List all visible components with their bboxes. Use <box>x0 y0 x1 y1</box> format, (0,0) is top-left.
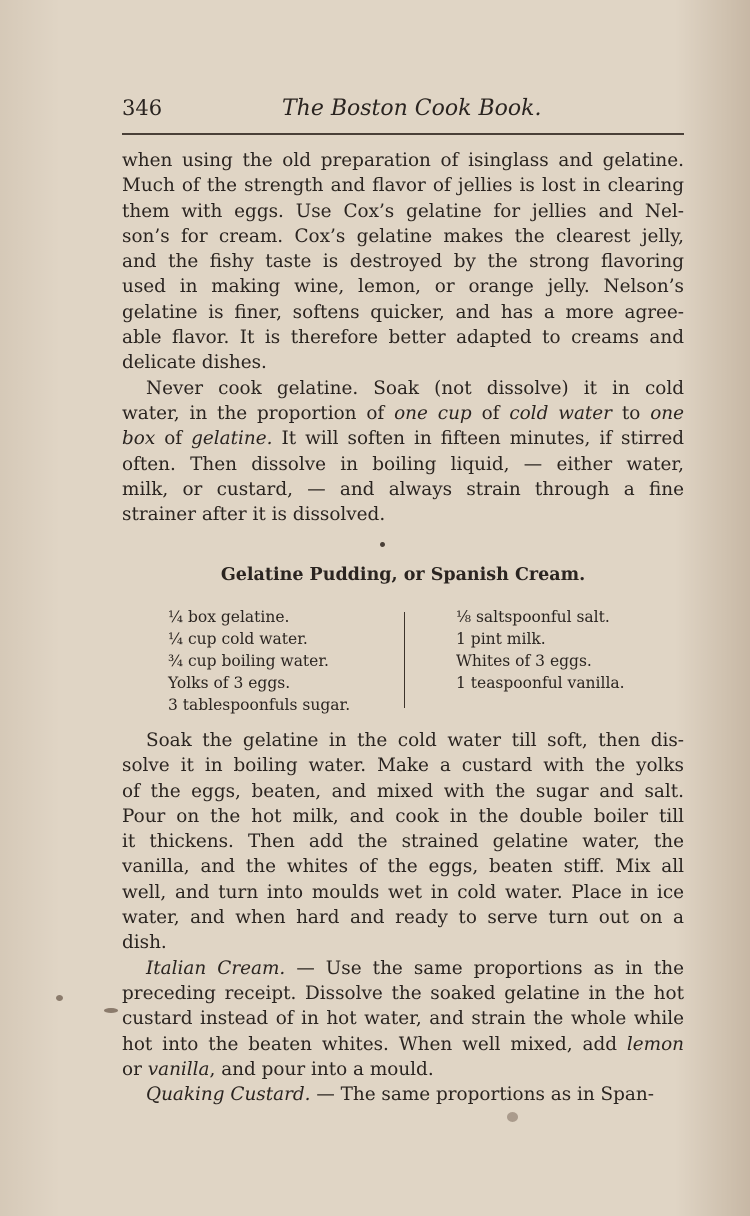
section-ornament <box>380 542 385 547</box>
text-line: milk, or custard, — and always strain through a fine <box>122 478 684 500</box>
ingredient-item: ¼ cup cold water. <box>168 630 308 648</box>
text-line: son’s for cream. Cox’s gelatine makes the clearest jelly, <box>122 225 684 247</box>
directions-text <box>122 728 684 1107</box>
text-line: vanilla, and the whites of the eggs, beaten stiff. Mix all <box>122 856 684 878</box>
text-line: or vanilla, and pour into a mould. <box>122 1058 434 1080</box>
text-line: Never cook gelatine. Soak (not dissolve) it in cold <box>146 377 684 399</box>
text-line: box of gelatine. It will soften in fifteen minutes, if stirred <box>122 428 684 450</box>
recipe-title: Gelatine Pudding, or Spanish Cream. <box>220 565 586 585</box>
ingredient-item: ⅛ saltspoonful salt. <box>456 608 610 626</box>
page-number: 346 <box>122 96 163 120</box>
text-line: able flavor. It is therefore better adapted to creams and <box>122 327 684 349</box>
ink-spot <box>56 995 63 1001</box>
ingredient-item: Whites of 3 eggs. <box>456 652 592 670</box>
ingredient-list <box>168 606 688 714</box>
text-line: water, and when hard and ready to serve turn out on a <box>122 907 684 929</box>
text-line: it thickens. Then add the strained gelatine water, the <box>122 831 684 853</box>
ingredients-left-column <box>168 606 350 716</box>
column-divider <box>404 612 405 708</box>
ingredient-item: Yolks of 3 eggs. <box>168 674 291 692</box>
ingredient-item: ¼ box gelatine. <box>168 608 290 626</box>
intro-text <box>122 148 684 527</box>
ingredient-item: ¾ cup boiling water. <box>168 652 329 670</box>
text-line: Much of the strength and flavor of jellies is lost in clearing <box>122 175 684 197</box>
ink-spot <box>507 1112 518 1122</box>
text-line: often. Then dissolve in boiling liquid, — either water, <box>122 453 684 475</box>
ink-spot <box>104 1008 118 1013</box>
text-line: of the eggs, beaten, and mixed with the sugar and salt. <box>122 780 684 802</box>
text-line: Pour on the hot milk, and cook in the double boiler till <box>122 805 684 827</box>
text-line: water, in the proportion of one cup of cold water to one <box>122 402 684 424</box>
ingredient-item: 1 pint milk. <box>456 630 546 648</box>
header-rule <box>122 133 684 135</box>
ingredient-item: 3 tablespoonfuls sugar. <box>168 696 351 714</box>
text-line: hot into the beaten whites. When well mixed, add lemon <box>122 1033 684 1055</box>
text-line: dish. <box>122 932 167 954</box>
ingredient-item: 1 teaspoonful vanilla. <box>456 674 625 692</box>
text-line: Quaking Custard. — The same proportions as in Span- <box>146 1084 654 1106</box>
text-line: Italian Cream. — Use the same proportions as in the <box>146 957 684 979</box>
text-line: used in making wine, lemon, or orange jelly. Nelson’s <box>122 276 684 298</box>
text-line: Soak the gelatine in the cold water till soft, then dis- <box>146 730 684 751</box>
text-line: preceding receipt. Dissolve the soaked gelatine in the hot <box>122 982 684 1004</box>
text-line: when using the old preparation of isinglass and gelatine. <box>122 150 684 171</box>
text-line: well, and turn into moulds wet in cold water. Place in ice <box>122 881 684 903</box>
text-line: delicate dishes. <box>122 352 267 374</box>
text-line: custard instead of in hot water, and strain the whole while <box>122 1008 684 1030</box>
text-line: them with eggs. Use Cox’s gelatine for jellies and Nel- <box>122 200 684 222</box>
text-line: and the fishy taste is destroyed by the strong flavoring <box>122 251 684 273</box>
text-line: solve it in boiling water. Make a custard with the yolks <box>122 755 684 777</box>
text-line: strainer after it is dissolved. <box>122 504 386 526</box>
ingredients-right-column <box>456 606 625 694</box>
text-line: gelatine is finer, softens quicker, and has a more agree- <box>122 301 684 323</box>
page-header <box>122 96 684 130</box>
running-title: The Boston Cook Book. <box>282 96 542 121</box>
